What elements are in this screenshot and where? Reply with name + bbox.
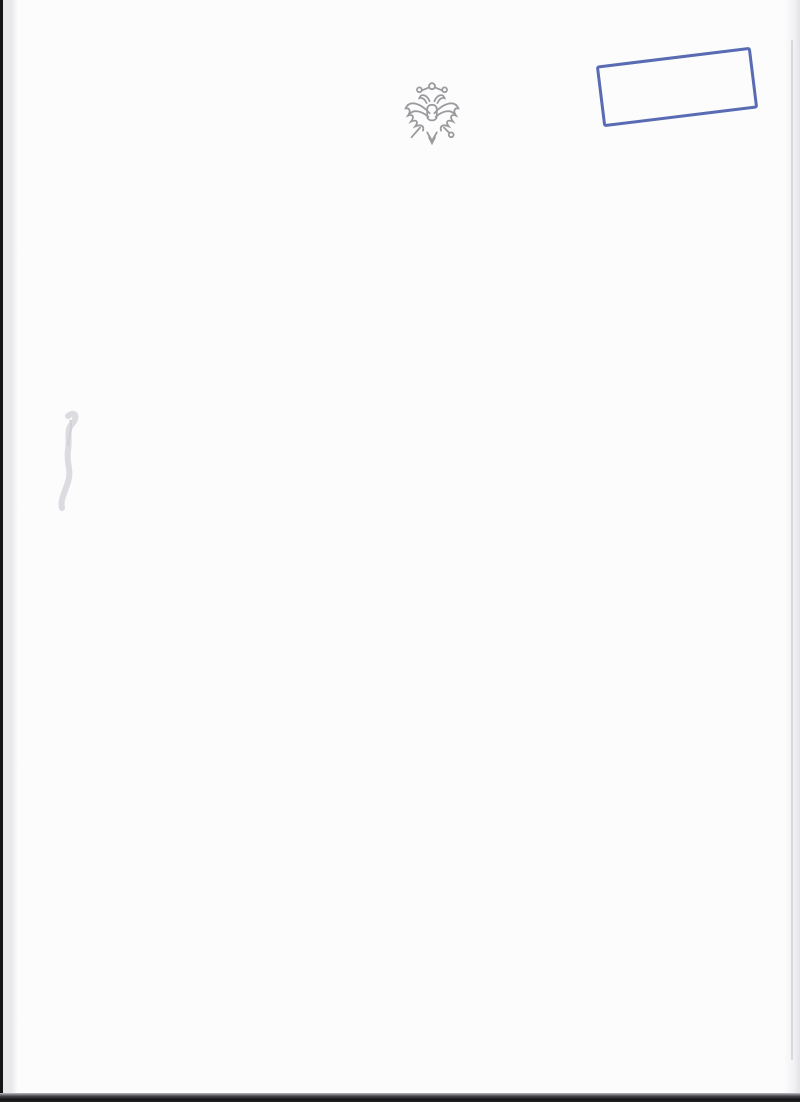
margin-scribble-artifact <box>46 408 88 518</box>
coat-of-arms-icon <box>402 82 462 148</box>
scan-artifact-right-line <box>791 40 793 1060</box>
scan-edge-bottom <box>0 1093 800 1102</box>
document-content <box>115 0 748 165</box>
scan-edge-left <box>0 0 18 1102</box>
